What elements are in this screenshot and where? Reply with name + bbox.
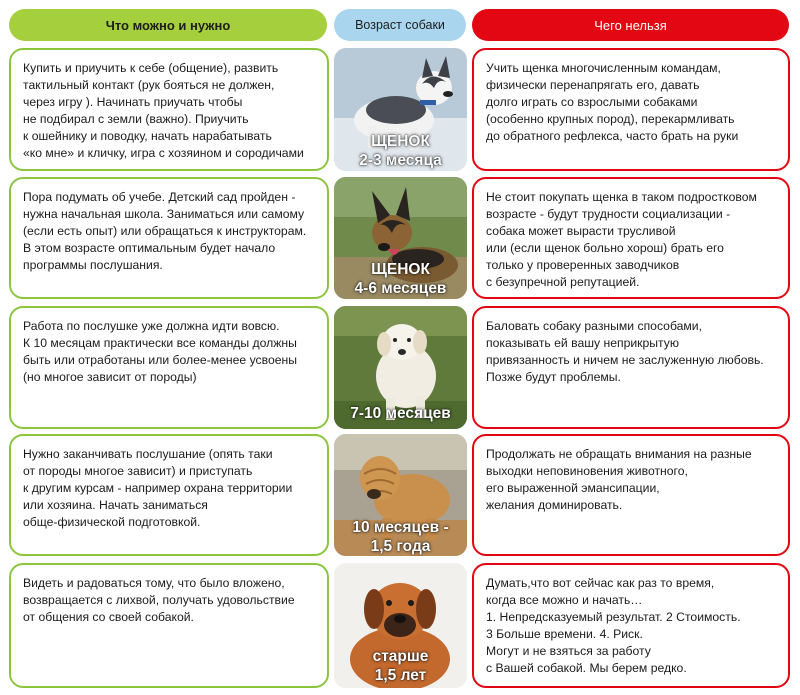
cannot-text-1: Учить щенка многочисленным командам, физически перенапрягать его, давать долго играть со взрослыми собаками (особенно крупных пород), перекармливать до обратного рефлекса, часто брать на руки — [486, 61, 739, 143]
can-box-5 — [9, 563, 329, 688]
cannot-box-4 — [472, 434, 790, 556]
cannot-box-5 — [472, 563, 790, 688]
header-can: Что можно и нужно — [9, 9, 327, 41]
age-photo-4 — [334, 434, 467, 556]
age-label-4: 10 месяцев - 1,5 года — [352, 519, 449, 555]
age-label-2: ЩЕНОК 4-6 месяцев — [354, 261, 447, 297]
age-label-1: ЩЕНОК 2-3 месяца — [359, 133, 442, 169]
cannot-box-1 — [472, 48, 790, 171]
age-photo-1 — [334, 48, 467, 171]
cannot-box-2 — [472, 177, 790, 299]
can-text-2: Пора подумать об учебе. Детский сад пройден - нужна начальная школа. Заниматься или самому (если есть опыт) или обращаться к инструкторам. В этом возрасте оптимальным будет начало программы послушания. — [23, 190, 307, 272]
age-photo-3 — [334, 306, 467, 429]
can-box-4 — [9, 434, 329, 556]
can-box-2 — [9, 177, 329, 299]
cannot-box-3 — [472, 306, 790, 429]
age-photo-5 — [334, 563, 467, 688]
cannot-text-5: Думать,что вот сейчас как раз то время, когда все можно и начать… 1. Непредсказуемый результат. 2 Стоимость. 3 Больше времени. 4. Риск. Могут и не взяться за работу с Вашей собакой. Мы берем редко. — [486, 576, 741, 675]
cannot-text-4: Продолжать не обращать внимания на разные выходки неповиновения животного, его выраженной эмансипации, желания доминировать. — [486, 447, 752, 512]
can-box-3 — [9, 306, 329, 429]
can-text-3: Работа по послушке уже должна идти вовсю. К 10 месяцам практически все команды должны быть или отработаны или более-менее усвоены (но многое зависит от породы) — [23, 319, 298, 384]
header-age: Возраст собаки — [334, 9, 466, 41]
cannot-text-3: Баловать собаку разными способами, показывать ей вашу неприкрытую привязанность и ничем не заслуженную любовь. Позже будут проблемы. — [486, 319, 764, 384]
can-text-5: Видеть и радоваться тому, что было вложено, возвращается с лихвой, получать удовольствие от общения со своей собакой. — [23, 576, 295, 624]
age-photo-2 — [334, 177, 467, 299]
header-cannot: Чего нельзя — [472, 9, 789, 41]
can-box-1 — [9, 48, 329, 171]
cannot-text-2: Не стоит покупать щенка в таком подростковом возрасте - будут трудности социализации - собака может вырасти трусливой или (если щенок больно хорош) брать его только у проверенных заводчиков с безупречной репутацией. — [486, 190, 757, 289]
can-text-4: Нужно заканчивать послушание (опять таки от породы многое зависит) и приступать к другим курсам - например охрана территории или хозяина. Начать заниматься обще-физической подготовкой. — [23, 447, 293, 529]
can-text-1: Купить и приучить к себе (общение), развить тактильный контакт (рук бояться не должен, через игру ). Начинать приучать чтобы не подбирал с земли (важно). Приучить к ошейнику и поводку, начать нарабатывать «ко мне» и кличку, игра с хозяином и сородичами — [23, 61, 304, 160]
age-label-5: старше 1,5 лет — [372, 648, 429, 684]
age-label-3: 7-10 месяцев — [350, 405, 451, 422]
